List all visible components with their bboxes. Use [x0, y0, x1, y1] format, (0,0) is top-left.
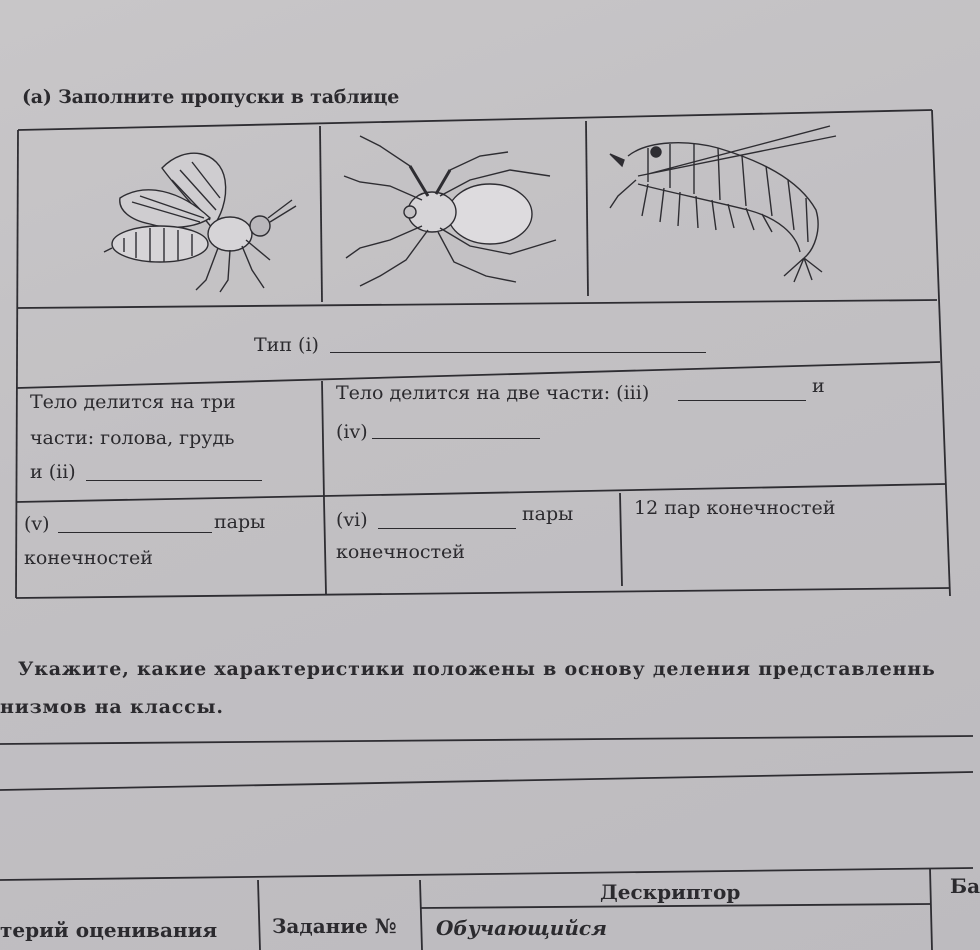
- descriptor-header: Дескриптор: [600, 880, 741, 904]
- instruction-heading: (a) Заполните пропуски в таблице: [22, 86, 400, 108]
- three-parts-line3: и (ii): [30, 461, 76, 483]
- three-parts-line2: части: голова, грудь: [30, 427, 235, 449]
- answer-blank-vi[interactable]: [378, 510, 516, 529]
- task-number-header: Задание №: [272, 914, 397, 938]
- cell-vi-suffix: пары: [522, 503, 574, 525]
- two-parts-line2: (iv): [336, 421, 368, 443]
- three-parts-line1: Тело делится на три: [30, 391, 236, 413]
- cell-12-pairs: 12 пар конечностей: [634, 497, 836, 519]
- cell-v-prefix: (v): [24, 513, 50, 535]
- cell-vi-line2: конечностей: [336, 541, 465, 563]
- answer-blank-iii[interactable]: [678, 382, 806, 401]
- type-answer-blank[interactable]: [330, 334, 706, 353]
- spider-illustration: [340, 136, 580, 286]
- cell-v-suffix: пары: [214, 511, 266, 533]
- two-parts-and: и: [812, 375, 825, 397]
- cell-vi-prefix: (vi): [336, 509, 368, 531]
- score-header: Ба: [950, 874, 980, 898]
- answer-blank-v[interactable]: [58, 514, 212, 533]
- answer-blank-iv[interactable]: [372, 420, 540, 439]
- student-header: Обучающийся: [436, 916, 607, 940]
- fly-illustration: [100, 140, 310, 300]
- type-label: Тип (i): [254, 334, 319, 356]
- cell-v-line2: конечностей: [24, 547, 153, 569]
- question-line1: Укажите, какие характеристики положены в основу деления представленнь: [18, 658, 936, 680]
- answer-blank-ii[interactable]: [86, 462, 262, 481]
- shrimp-illustration: [608, 126, 838, 286]
- question-line2: низмов на классы.: [0, 696, 224, 718]
- criteria-header: терий оценивания: [0, 918, 218, 942]
- two-parts-line1: Тело делится на две части: (iii): [336, 382, 650, 404]
